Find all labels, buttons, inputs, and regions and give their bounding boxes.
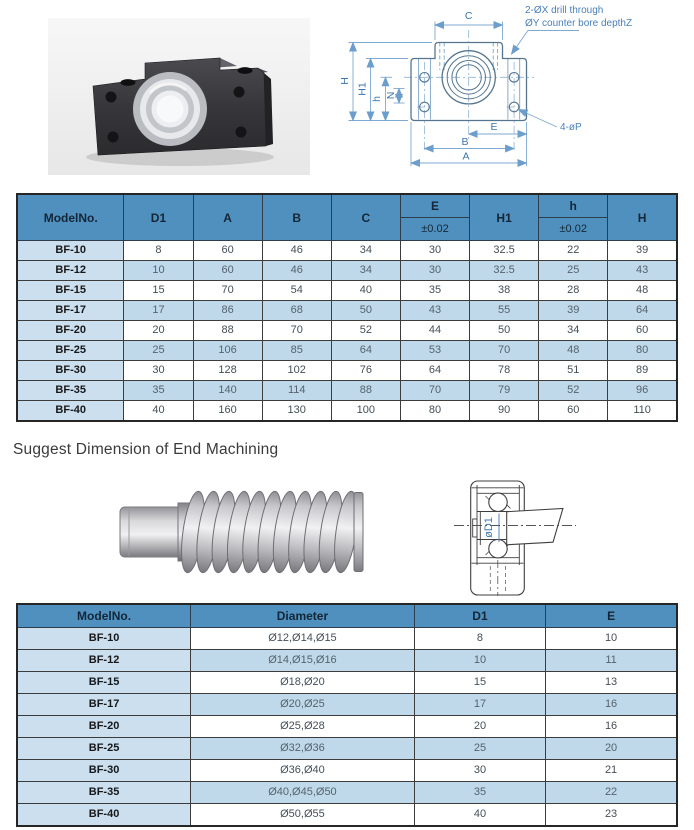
table-cell: 25: [414, 738, 545, 760]
table-cell: 76: [331, 361, 400, 381]
table-cell: 64: [400, 361, 469, 381]
table-cell: 20: [546, 738, 677, 760]
table-cell: 60: [193, 241, 262, 261]
table-row: [17, 782, 677, 804]
dim-label-H1: H1: [356, 82, 369, 96]
hole-label-leader: [519, 110, 558, 128]
table-cell: 102: [262, 361, 331, 381]
shaft-diameter-label: øD1: [483, 517, 495, 538]
model-cell: BF-10: [17, 628, 191, 650]
table-cell: 34: [539, 321, 608, 341]
table-cell: 86: [193, 301, 262, 321]
table-row: [17, 341, 677, 361]
table-row: [17, 804, 677, 827]
col-header-h1: H1: [470, 194, 539, 241]
col-header-b: B: [262, 194, 331, 241]
counterbore-lines: [419, 43, 520, 120]
table-cell: 30: [414, 760, 545, 782]
col-header-h-small: h: [539, 194, 608, 218]
table-cell: 43: [608, 261, 677, 281]
table-cell: 128: [193, 361, 262, 381]
table-cell: 17: [414, 694, 545, 716]
table-row: [17, 628, 677, 650]
table-cell: 96: [608, 381, 677, 401]
front-view-drawing: [334, 0, 694, 185]
table-cell: 11: [546, 650, 677, 672]
table-row: [17, 694, 677, 716]
table-cell: 35: [124, 381, 193, 401]
table-cell: 46: [262, 261, 331, 281]
top-counterbore-hole: [238, 67, 253, 74]
top-counterbore-hole: [121, 79, 136, 86]
drill-note-line1: 2-ØX drill through: [525, 5, 604, 16]
table-row: [17, 738, 677, 760]
model-cell: BF-40: [17, 401, 124, 422]
dim-label-h: h: [371, 96, 383, 102]
table-cell: Ø12,Ø14,Ø15: [191, 628, 415, 650]
shaft-shoulder: [473, 519, 477, 537]
table-cell: 70: [400, 381, 469, 401]
table-cell: 40: [124, 401, 193, 422]
table-cell: 54: [262, 281, 331, 301]
table-row: [17, 716, 677, 738]
shaft-cut-end: [354, 493, 363, 572]
table-cell: 34: [331, 261, 400, 281]
support-unit-photo: [48, 18, 310, 175]
table-cell: 70: [193, 281, 262, 301]
table-row: [17, 281, 677, 301]
screw-shaft-figure: [70, 473, 370, 588]
table-cell: 8: [414, 628, 545, 650]
table-cell: 25: [124, 341, 193, 361]
col-header-h: H: [608, 194, 677, 241]
table-cell: 80: [608, 341, 677, 361]
table-cell: 30: [400, 261, 469, 281]
table-cell: 38: [470, 281, 539, 301]
model-cell: BF-25: [17, 341, 124, 361]
table-cell: 60: [193, 261, 262, 281]
table-cell: 35: [400, 281, 469, 301]
model-cell: BF-17: [17, 301, 124, 321]
table-cell: 52: [331, 321, 400, 341]
table-row: [17, 401, 677, 422]
table-cell: 85: [262, 341, 331, 361]
model-cell: BF-30: [17, 361, 124, 381]
table-cell: 15: [124, 281, 193, 301]
dim-label-N: N: [385, 91, 397, 100]
table-cell: 140: [193, 381, 262, 401]
table-cell: 23: [546, 804, 677, 827]
model-cell: BF-35: [17, 381, 124, 401]
dim-label-B: B: [461, 136, 469, 148]
hole-count-label: 4-øP: [560, 122, 582, 133]
table-row: [17, 381, 677, 401]
table-cell: 20: [124, 321, 193, 341]
table-header: [17, 604, 677, 628]
model-cell: BF-10: [17, 241, 124, 261]
col-header-e: E: [400, 194, 469, 218]
table-row: [17, 261, 677, 281]
col-header-model: ModelNo.: [17, 194, 124, 241]
table-cell: 100: [331, 401, 400, 422]
table-cell: 55: [470, 301, 539, 321]
model-cell: BF-30: [17, 760, 191, 782]
dim-label-A: A: [462, 150, 470, 163]
model-cell: BF-12: [17, 650, 191, 672]
bearing-ball: [489, 540, 507, 558]
table-cell: 40: [331, 281, 400, 301]
table-cell: 51: [539, 361, 608, 381]
model-cell: BF-40: [17, 804, 191, 827]
table-cell: 16: [546, 716, 677, 738]
table-cell: 43: [400, 301, 469, 321]
table-cell: 13: [546, 672, 677, 694]
model-cell: BF-25: [17, 738, 191, 760]
table-row: [17, 672, 677, 694]
col-header-model: ModelNo.: [17, 604, 191, 628]
col-header-e-tolerance: ±0.02: [400, 218, 469, 241]
table-cell: 70: [262, 321, 331, 341]
table-cell: 10: [414, 650, 545, 672]
centerlines: [404, 30, 534, 151]
table-cell: 35: [414, 782, 545, 804]
table-cell: 88: [193, 321, 262, 341]
col-header-h-tolerance: ±0.02: [539, 218, 608, 241]
model-cell: BF-35: [17, 782, 191, 804]
table-cell: 44: [400, 321, 469, 341]
table-cell: 70: [470, 341, 539, 361]
table-cell: 130: [262, 401, 331, 422]
model-cell: BF-20: [17, 321, 124, 341]
front-hole: [234, 87, 245, 98]
table-cell: 60: [608, 321, 677, 341]
table-cell: 80: [400, 401, 469, 422]
table-cell: 114: [262, 381, 331, 401]
threaded-body: [177, 490, 363, 574]
table-cell: Ø36,Ø40: [191, 760, 415, 782]
col-header-d1: D1: [124, 194, 193, 241]
table-cell: 110: [608, 401, 677, 422]
table-cell: Ø50,Ø55: [191, 804, 415, 827]
bearing-face: [133, 72, 207, 146]
table-cell: 30: [124, 361, 193, 381]
table-cell: 89: [608, 361, 677, 381]
dim-label-C: C: [464, 10, 473, 22]
table-row: [17, 301, 677, 321]
table-row: [17, 650, 677, 672]
table-cell: 8: [124, 241, 193, 261]
table-cell: 34: [331, 241, 400, 261]
table-cell: 15: [414, 672, 545, 694]
table-cell: 21: [546, 760, 677, 782]
table-cell: 39: [539, 301, 608, 321]
table-cell: 90: [470, 401, 539, 422]
table-cell: Ø20,Ø25: [191, 694, 415, 716]
front-hole: [236, 127, 247, 138]
table-cell: 60: [539, 401, 608, 422]
section-title: Suggest Dimension of End Machining: [13, 441, 279, 458]
table-header: [17, 194, 677, 241]
table-row: [17, 361, 677, 381]
table-cell: 17: [124, 301, 193, 321]
table-cell: Ø32,Ø36: [191, 738, 415, 760]
dim-label-H: H: [339, 77, 351, 85]
table-cell: 53: [400, 341, 469, 361]
table-cell: 22: [539, 241, 608, 261]
table-cell: 68: [262, 301, 331, 321]
bearing-section-figure: [448, 452, 688, 602]
table-cell: 160: [193, 401, 262, 422]
table-row: [17, 241, 677, 261]
table-cell: 22: [546, 782, 677, 804]
table-cell: 39: [608, 241, 677, 261]
table-cell: 32.5: [470, 261, 539, 281]
model-cell: BF-20: [17, 716, 191, 738]
table-row: [17, 760, 677, 782]
front-hole: [106, 92, 117, 103]
table-cell: 28: [539, 281, 608, 301]
table-cell: Ø14,Ø15,Ø16: [191, 650, 415, 672]
dim-label-E: E: [490, 121, 498, 133]
table-row: [17, 321, 677, 341]
table-cell: 52: [539, 381, 608, 401]
col-header-a: A: [193, 194, 262, 241]
table-cell: 64: [331, 341, 400, 361]
table-cell: 10: [124, 261, 193, 281]
dimensions-table: [16, 193, 678, 422]
table-cell: 48: [608, 281, 677, 301]
table-cell: 40: [414, 804, 545, 827]
col-header-c: C: [331, 194, 400, 241]
table-cell: 10: [546, 628, 677, 650]
table-cell: 32.5: [470, 241, 539, 261]
table-cell: 64: [608, 301, 677, 321]
table-cell: 50: [470, 321, 539, 341]
model-cell: BF-12: [17, 261, 124, 281]
drill-note-line2: ØY counter bore depthZ: [525, 18, 633, 29]
model-cell: BF-17: [17, 694, 191, 716]
col-header-d1: D1: [414, 604, 545, 628]
table-cell: Ø18,Ø20: [191, 672, 415, 694]
end-machining-table: [16, 603, 678, 827]
col-header-diameter: Diameter: [191, 604, 415, 628]
col-header-e: E: [546, 604, 677, 628]
drill-note-leader: [512, 31, 580, 55]
table-cell: 16: [546, 694, 677, 716]
front-hole: [108, 132, 119, 143]
table-cell: 48: [539, 341, 608, 361]
table-cell: Ø25,Ø28: [191, 716, 415, 738]
model-cell: BF-15: [17, 281, 124, 301]
table-cell: 46: [262, 241, 331, 261]
table-cell: 20: [414, 716, 545, 738]
bearing-ball: [489, 493, 507, 511]
table-cell: 88: [331, 381, 400, 401]
model-cell: BF-15: [17, 672, 191, 694]
table-cell: Ø40,Ø45,Ø50: [191, 782, 415, 804]
table-cell: 79: [470, 381, 539, 401]
table-cell: 30: [400, 241, 469, 261]
table-cell: 78: [470, 361, 539, 381]
machined-end-journal: [120, 503, 190, 561]
table-cell: 50: [331, 301, 400, 321]
table-cell: 106: [193, 341, 262, 361]
table-cell: 25: [539, 261, 608, 281]
